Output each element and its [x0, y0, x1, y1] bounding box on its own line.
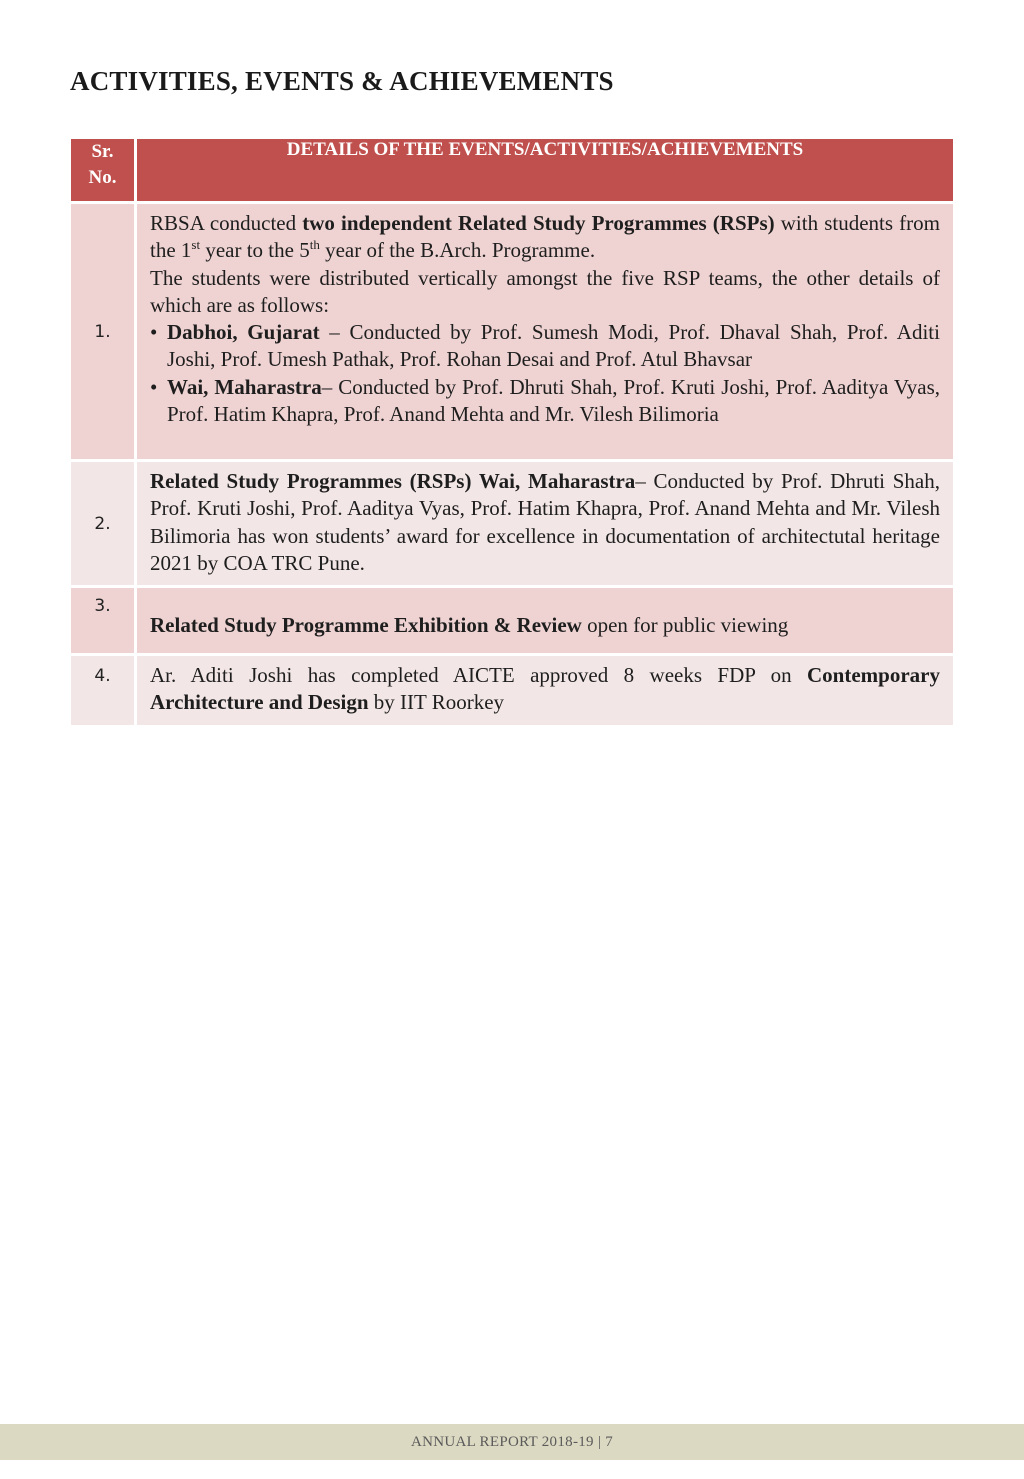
row-number: 1.: [70, 203, 136, 461]
page-title: ACTIVITIES, EVENTS & ACHIEVEMENTS: [70, 66, 614, 96]
activities-table: [68, 136, 956, 728]
row-text: open for public viewing: [581, 612, 789, 637]
bullet-text: – Conducted by Prof. Dhruti Shah, Prof. Kruti Joshi, Prof. Aaditya Vyas, Prof. Hatim Khapra, Prof. Anand Mehta and Mr. Vilesh Bilimoria: [167, 374, 941, 427]
row-number: 4.: [70, 655, 136, 727]
row-bold-text: Contemporary Architecture and Design: [150, 663, 940, 715]
bullet-icon: •: [150, 374, 158, 399]
row-text: RBSA conducted: [150, 211, 303, 235]
row-number: 3.: [70, 587, 136, 655]
row-text: year of the B.Arch. Programme.: [319, 238, 596, 263]
table-header-row: [70, 138, 955, 203]
row-details: [136, 587, 955, 655]
header-details: DETAILS OF THE EVENTS/ACTIVITIES/ACHIEVEMENTS: [136, 138, 955, 203]
bullet-item: [150, 319, 940, 374]
row-text: by IIT Roorkey: [368, 690, 505, 715]
row-text: with students from the 1: [150, 211, 940, 263]
bullet-icon: •: [150, 320, 158, 345]
row-details: [136, 203, 955, 461]
bullet-text: – Conducted by Prof. Sumesh Modi, Prof. Dhaval Shah, Prof. Aditi Joshi, Prof. Umesh Pathak, Prof. Rohan Desai and Prof. Atul Bhavsar: [167, 320, 940, 372]
row-text: year to the 5: [200, 238, 310, 263]
row-details: [136, 655, 955, 727]
bullet-bold-text: Dabhoi, Gujarat: [167, 320, 320, 345]
row-bold-text: Related Study Programmes (RSPs) Wai, Maharastra: [150, 469, 636, 493]
row-number: 2.: [70, 461, 136, 587]
table-row: [70, 203, 955, 461]
row-superscript: st: [191, 237, 201, 253]
bullet-bold-text: Wai, Maharastra: [167, 374, 322, 399]
row-text: – Conducted by Prof. Dhruti Shah, Prof. Kruti Joshi, Prof. Aaditya Vyas, Prof. Hatim Khapra, Prof. Anand Mehta and Mr. Vilesh Bilimoria has won students’ award for excellence in documentation of architectutal heritage 2021 by COA TRC Pune.: [150, 469, 940, 575]
header-sr-no-line1: Sr.: [91, 141, 114, 162]
row-paragraph: The students were distributed vertically amongst the five RSP teams, the other details of which are as follows:: [150, 265, 940, 317]
row-superscript: th: [309, 237, 320, 253]
row-text: Ar. Aditi Joshi has completed AICTE approved 8 weeks FDP on: [150, 663, 808, 688]
row-paragraph: [150, 210, 940, 265]
row-details: [136, 461, 955, 587]
table-row: [70, 587, 955, 655]
row-bold-text: two independent Related Study Programmes (RSPs): [302, 211, 775, 235]
table-row: [70, 461, 955, 587]
header-sr-no: [70, 138, 136, 203]
bullet-item: [150, 374, 940, 429]
table-row: [70, 655, 955, 727]
header-sr-no-line2: No.: [88, 167, 117, 188]
page-footer: ANNUAL REPORT 2018-19 | 7: [0, 1424, 1024, 1460]
row-bold-text: Related Study Programme Exhibition & Review: [150, 612, 582, 637]
